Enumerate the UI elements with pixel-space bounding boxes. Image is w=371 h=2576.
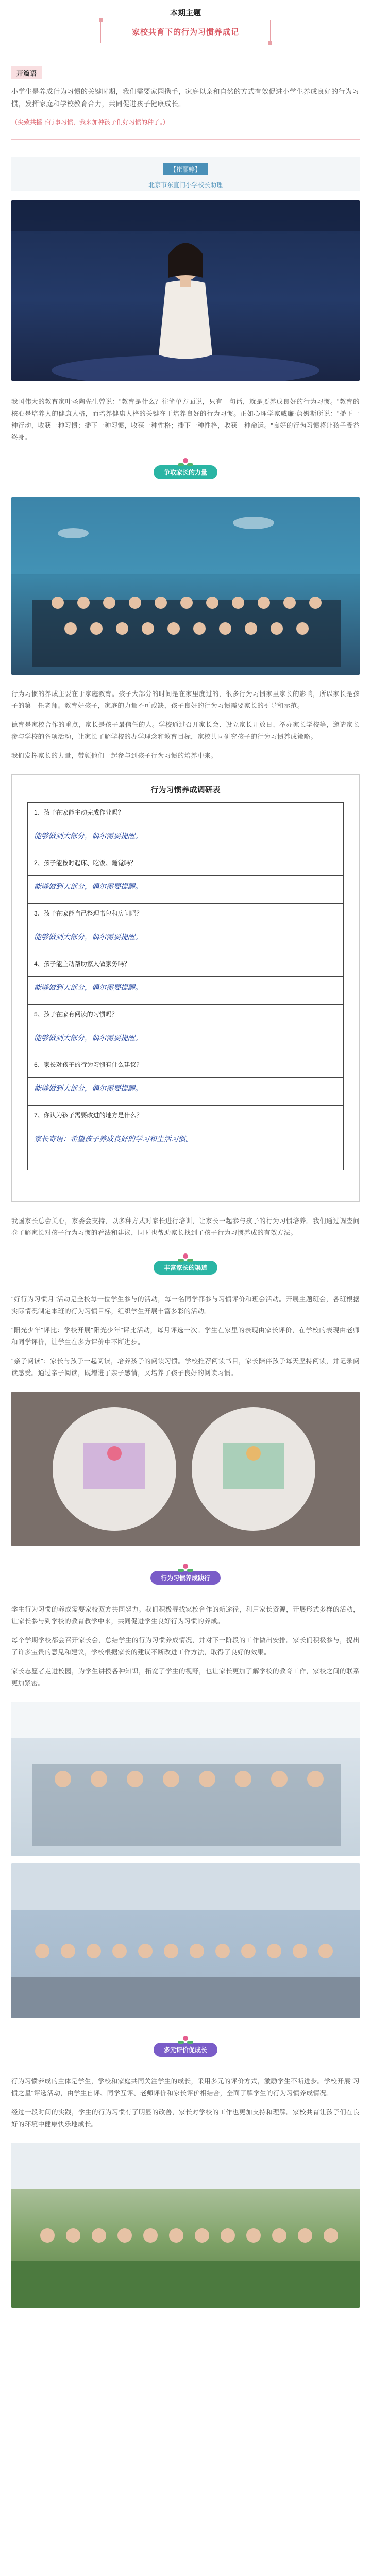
- classroom-illustration: [11, 1702, 360, 1856]
- classroom-photo: [11, 1702, 360, 1856]
- flower-icon: [179, 1564, 192, 1574]
- headline: 家校共育下的行为习惯养成记: [131, 27, 239, 37]
- section1-p2: 德育是家校合作的重点，家长是孩子最信任的人。学校通过召开家长会、设立家长开放日、举办家长学校等，邀请家长参与学校的各项活动，让家长了解学校的办学理念和教育目标，家校共同研究孩子的行为习惯养成策略。: [11, 721, 360, 740]
- section3-p2: "阳光少年"评比：学校开展"阳光少年"评比活动，每月评选一次。学生在家里的表现由家长评价，在学校的表现由老师和同学评价，让学生在多方评价中不断进步。: [11, 1327, 360, 1346]
- opening-section: [11, 66, 360, 140]
- survey-row: 3、孩子在家能自己整理书包和房间吗？: [28, 904, 343, 926]
- survey-answer: 能够做到大部分，偶尔需要提醒。: [28, 876, 343, 904]
- banner-label-2: 丰富家长的渠道: [163, 1264, 207, 1272]
- survey-answer: 能够做到大部分，偶尔需要提醒。: [28, 926, 343, 954]
- section4-p3: 家长志愿者走进校园，为学生讲授各种知识，拓宽了学生的视野，也让家长更加了解学校的教育工作，家校之间的联系更加紧密。: [11, 1668, 360, 1687]
- survey-row: 1、孩子在家能主动完成作业吗？: [28, 803, 343, 825]
- banner-label-4: 多元评价促成长: [163, 2046, 207, 2054]
- author-name: 【崔丽婷】: [163, 163, 208, 175]
- opening-note: （尖致共播下行事习惯，我来加种孩子们好习惯的种子。）: [11, 118, 170, 126]
- headline-box: [100, 20, 271, 43]
- survey-form: [11, 774, 360, 1202]
- aquarium-group-photo: [11, 497, 360, 675]
- section4-p2: 每个学期学校都会召开家长会，总结学生的行为习惯养成情况，并对下一阶段的工作做出安排。家长们积极参与，提出了许多宝贵的意见和建议，学校根据家长的建议不断改进工作方法，取得了良好的效果。: [11, 1637, 360, 1656]
- survey-row: 7、你认为孩子需要改进的地方是什么？: [28, 1106, 343, 1128]
- footer-space: [11, 2308, 360, 2323]
- section4-p1: 学生行为习惯的养成需要家校双方共同努力。我们积极寻找家校合作的新途径，利用家长资源，开展形式多样的活动，让家长参与到学校的教育教学中来，共同促进学生良好行为习惯的养成。: [11, 1606, 360, 1625]
- section-banner-1: [11, 454, 360, 490]
- author-school: 北京市东直门小学校长助理: [148, 181, 223, 189]
- survey-row: 5、孩子在家有阅读的习惯吗？: [28, 1005, 343, 1027]
- flower-icon: [179, 1253, 192, 1264]
- section-banner-3: [11, 1560, 360, 1596]
- speaker-illustration: [11, 200, 360, 381]
- outdoor-group-photo: [11, 2143, 360, 2308]
- student-drawings-photo: [11, 1392, 360, 1546]
- survey-answer: 能够做到大部分，偶尔需要提醒。: [28, 1078, 343, 1106]
- survey-row: 2、孩子能按时起床、吃饭、睡觉吗？: [28, 853, 343, 876]
- section3-p3: "亲子阅读"：家长与孩子一起阅读，培养孩子的阅读习惯。学校推荐阅读书目，家长陪伴孩子每天坚持阅读，并记录阅读感受。通过亲子阅读，既增进了亲子感情，又培养了孩子良好的阅读习惯。: [11, 1358, 360, 1377]
- speaker-photo: [11, 200, 360, 381]
- divider: [11, 139, 360, 140]
- intro-paragraph: 我国伟大的教育家叶圣陶先生曾说："教育是什么？往简单方面说，只有一句话，就是要养成良好的行为习惯。"教育的核心是培养人的健康人格，而培养健康人格的关键在于培养良好的行为习惯。正如心理学家威廉·詹姆斯所说："播下一种行动，收获一种习惯；播下一种习惯，收获一种性格；播下一种性格，收获一种命运。"良好的行为习惯将让孩子受益终身。: [11, 398, 360, 441]
- survey-answer: 家长寄语：希望孩子养成良好的学习和生活习惯。: [34, 1134, 193, 1143]
- section5-p2: 经过一段时间的实践，学生的行为习惯有了明显的改善，家长对学校的工作也更加支持和理解。家校共育让孩子们在良好的环境中健康快乐地成长。: [11, 2109, 360, 2128]
- author-card: [11, 157, 360, 191]
- survey-answer: 能够做到大部分，偶尔需要提醒。: [28, 977, 343, 1005]
- banner-label-3: 行为习惯养成践行: [160, 1574, 210, 1582]
- group-illustration: [11, 497, 360, 675]
- survey-row: 4、孩子能主动帮助家人做家务吗？: [28, 954, 343, 977]
- section1-p3: 我们发挥家长的力量，带领他们一起参与到孩子行为习惯的培养中来。: [11, 752, 217, 759]
- auditorium-illustration: [11, 1863, 360, 2018]
- survey-row: 6、家长对孩子的行为习惯有什么建议？: [28, 1055, 343, 1078]
- outdoor-illustration: [11, 2143, 360, 2308]
- section-banner-4: [11, 2031, 360, 2067]
- auditorium-group-photo: [11, 1863, 360, 2018]
- section1-p1: 行为习惯的养成主要在于家庭教育。孩子大部分的时间是在家里度过的，很多行为习惯家里家长的影响，所以家长是孩子的第一任老师。教育好孩子，家庭的力量不可或缺，孩子良好的行为习惯需要家长的引导和示范。: [11, 690, 360, 709]
- banner-pill-1: [154, 465, 217, 479]
- banner-pill-4: [154, 2043, 217, 2057]
- banner-label-1: 争取家长的力量: [163, 468, 207, 476]
- banner-pill-2: [154, 1261, 217, 1275]
- survey-table: [27, 802, 344, 1170]
- survey-answer: 能够做到大部分，偶尔需要提醒。: [28, 825, 343, 853]
- section-banner-2: [11, 1249, 360, 1285]
- flower-icon: [179, 458, 192, 468]
- survey-answer: 能够做到大部分，偶尔需要提醒。: [28, 1027, 343, 1055]
- section2-p1: 我国家长总会关心，家委会支持，以多种方式对家长进行培训，让家长一起参与孩子的行为习惯培养。我们通过调查问卷了解家长对孩子行为习惯的看法和建议，同时也帮助家长找到了孩子行为习惯养成的有效方法。: [11, 1217, 360, 1236]
- survey-title: 行为习惯养成调研表: [150, 786, 221, 794]
- drawings-illustration: [11, 1392, 360, 1546]
- section-title: 本期主题: [170, 9, 201, 18]
- banner-pill-3: [150, 1571, 221, 1585]
- flower-icon: [179, 2036, 192, 2046]
- opening-text: 小学生是养成行为习惯的关键时期，我们需要家园携手，家庭以亲和自然的方式有效促进小学生养成良好的行为习惯，发挥家庭和学校教育合力，共同促进孩子健康成长。: [11, 88, 360, 108]
- opening-tag: 开篇语: [11, 66, 42, 79]
- section5-p1: 行为习惯养成的主体是学生，学校和家庭共同关注学生的成长，采用多元的评价方式，激励学生不断进步。学校开展"习惯之星"评选活动，由学生自评、同学互评、老师评价和家长评价相结合，全面了解学生的行为习惯养成情况。: [11, 2078, 360, 2097]
- section3-p1: "好行为习惯月"活动是全校每一位学生参与的活动，每一名同学都参与习惯评价和班会活动。开展主题班会，各班根据实际情况制定本班的行为习惯目标，组织学生开展丰富多彩的活动。: [11, 1296, 360, 1315]
